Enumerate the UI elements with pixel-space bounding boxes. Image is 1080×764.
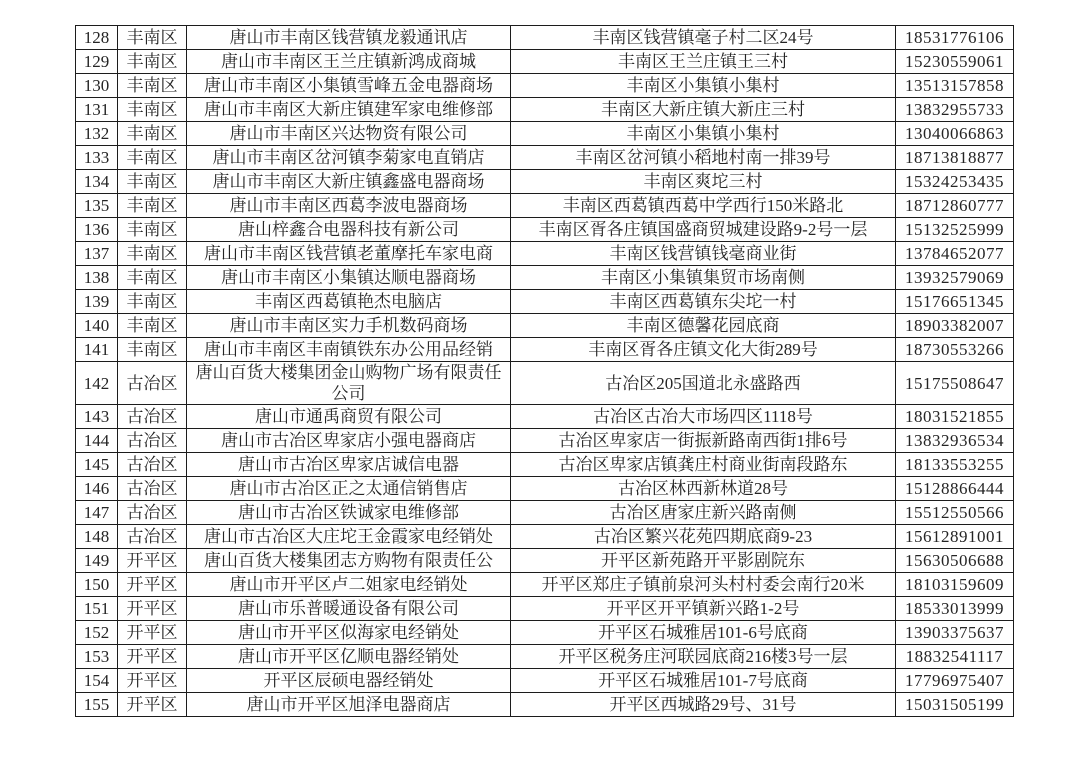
phone-cell: 18533013999	[896, 597, 1014, 621]
row-number-cell: 150	[76, 573, 118, 597]
table-row	[76, 362, 1014, 405]
table-row	[76, 597, 1014, 621]
address-cell: 开平区开平镇新兴路1-2号	[511, 597, 896, 621]
row-number-cell: 152	[76, 621, 118, 645]
table-row	[76, 525, 1014, 549]
row-number-cell: 139	[76, 290, 118, 314]
store-name-cell: 唐山市丰南区王兰庄镇新鸿成商城	[187, 50, 511, 74]
store-name-cell: 唐山市丰南区丰南镇铁东办公用品经销	[187, 338, 511, 362]
phone-cell: 18712860777	[896, 194, 1014, 218]
table-row	[76, 549, 1014, 573]
phone-cell: 15132525999	[896, 218, 1014, 242]
table-row	[76, 429, 1014, 453]
store-name-cell: 唐山市丰南区大新庄镇建军家电维修部	[187, 98, 511, 122]
phone-cell: 15031505199	[896, 693, 1014, 717]
row-number-cell: 155	[76, 693, 118, 717]
address-cell: 丰南区胥各庄镇国盛商贸城建设路9-2号一层	[511, 218, 896, 242]
district-cell: 古冶区	[118, 477, 187, 501]
phone-cell: 15512550566	[896, 501, 1014, 525]
address-cell: 丰南区小集镇小集村	[511, 74, 896, 98]
table-row	[76, 26, 1014, 50]
address-cell: 丰南区胥各庄镇文化大街289号	[511, 338, 896, 362]
table-row	[76, 98, 1014, 122]
store-name-cell: 唐山梓鑫合电器科技有新公司	[187, 218, 511, 242]
district-cell: 丰南区	[118, 98, 187, 122]
address-cell: 古冶区林西新林道28号	[511, 477, 896, 501]
address-cell: 丰南区西葛镇东尖坨一村	[511, 290, 896, 314]
table-row	[76, 50, 1014, 74]
table-row	[76, 74, 1014, 98]
district-cell: 开平区	[118, 597, 187, 621]
store-name-cell: 唐山市丰南区兴达物资有限公司	[187, 122, 511, 146]
table-row	[76, 290, 1014, 314]
row-number-cell: 133	[76, 146, 118, 170]
store-name-cell: 开平区辰硕电器经销处	[187, 669, 511, 693]
district-cell: 丰南区	[118, 146, 187, 170]
store-name-cell: 唐山市丰南区大新庄镇鑫盛电器商场	[187, 170, 511, 194]
address-cell: 古冶区卑家店一街振新路南西街1排6号	[511, 429, 896, 453]
row-number-cell: 141	[76, 338, 118, 362]
row-number-cell: 149	[76, 549, 118, 573]
address-cell: 开平区新苑路开平影剧院东	[511, 549, 896, 573]
district-cell: 丰南区	[118, 50, 187, 74]
phone-cell: 18903382007	[896, 314, 1014, 338]
address-cell: 开平区郑庄子镇前泉河头村村委会南行20米	[511, 573, 896, 597]
table-row	[76, 170, 1014, 194]
phone-cell: 18730553266	[896, 338, 1014, 362]
table-row	[76, 146, 1014, 170]
address-cell: 开平区西城路29号、31号	[511, 693, 896, 717]
row-number-cell: 142	[76, 362, 118, 405]
phone-cell: 15630506688	[896, 549, 1014, 573]
phone-cell: 15175508647	[896, 362, 1014, 405]
row-number-cell: 128	[76, 26, 118, 50]
row-number-cell: 132	[76, 122, 118, 146]
address-cell: 开平区税务庄河联园底商216楼3号一层	[511, 645, 896, 669]
district-cell: 丰南区	[118, 290, 187, 314]
table-row	[76, 453, 1014, 477]
district-cell: 古冶区	[118, 405, 187, 429]
table-row	[76, 242, 1014, 266]
store-name-cell: 唐山市丰南区小集镇雪峰五金电器商场	[187, 74, 511, 98]
district-cell: 丰南区	[118, 338, 187, 362]
row-number-cell: 147	[76, 501, 118, 525]
district-cell: 开平区	[118, 573, 187, 597]
district-cell: 古冶区	[118, 453, 187, 477]
row-number-cell: 145	[76, 453, 118, 477]
phone-cell: 13903375637	[896, 621, 1014, 645]
row-number-cell: 136	[76, 218, 118, 242]
district-cell: 丰南区	[118, 170, 187, 194]
phone-cell: 13832955733	[896, 98, 1014, 122]
address-cell: 丰南区小集镇小集村	[511, 122, 896, 146]
table-row	[76, 573, 1014, 597]
address-cell: 丰南区钱营镇毫子村二区24号	[511, 26, 896, 50]
store-name-cell: 唐山市丰南区小集镇达顺电器商场	[187, 266, 511, 290]
phone-cell: 18133553255	[896, 453, 1014, 477]
table-row	[76, 338, 1014, 362]
store-name-cell: 唐山市丰南区实力手机数码商场	[187, 314, 511, 338]
district-cell: 丰南区	[118, 242, 187, 266]
row-number-cell: 138	[76, 266, 118, 290]
district-cell: 开平区	[118, 621, 187, 645]
district-cell: 丰南区	[118, 314, 187, 338]
store-name-cell: 唐山市古冶区铁诚家电维修部	[187, 501, 511, 525]
table-row	[76, 501, 1014, 525]
store-list-table	[75, 25, 1014, 717]
store-name-cell: 唐山市开平区似海家电经销处	[187, 621, 511, 645]
district-cell: 古冶区	[118, 429, 187, 453]
table-row	[76, 194, 1014, 218]
address-cell: 丰南区德馨花园底商	[511, 314, 896, 338]
phone-cell: 15230559061	[896, 50, 1014, 74]
phone-cell: 15176651345	[896, 290, 1014, 314]
phone-cell: 18031521855	[896, 405, 1014, 429]
store-name-cell: 唐山市乐普暖通设备有限公司	[187, 597, 511, 621]
row-number-cell: 148	[76, 525, 118, 549]
row-number-cell: 131	[76, 98, 118, 122]
table-row	[76, 218, 1014, 242]
phone-cell: 13040066863	[896, 122, 1014, 146]
address-cell: 古冶区唐家庄新兴路南侧	[511, 501, 896, 525]
district-cell: 开平区	[118, 669, 187, 693]
address-cell: 古冶区205国道北永盛路西	[511, 362, 896, 405]
row-number-cell: 151	[76, 597, 118, 621]
row-number-cell: 130	[76, 74, 118, 98]
district-cell: 开平区	[118, 645, 187, 669]
district-cell: 古冶区	[118, 362, 187, 405]
district-cell: 丰南区	[118, 74, 187, 98]
address-cell: 丰南区爽坨三村	[511, 170, 896, 194]
store-name-cell: 唐山市古冶区大庄坨王金霞家电经销处	[187, 525, 511, 549]
row-number-cell: 129	[76, 50, 118, 74]
row-number-cell: 144	[76, 429, 118, 453]
store-name-cell: 唐山市通禹商贸有限公司	[187, 405, 511, 429]
table-row	[76, 621, 1014, 645]
address-cell: 丰南区小集镇集贸市场南侧	[511, 266, 896, 290]
district-cell: 丰南区	[118, 266, 187, 290]
phone-cell: 13513157858	[896, 74, 1014, 98]
district-cell: 古冶区	[118, 525, 187, 549]
address-cell: 开平区石城雅居101-6号底商	[511, 621, 896, 645]
store-name-cell: 唐山市古冶区正之太通信销售店	[187, 477, 511, 501]
address-cell: 丰南区岔河镇小稻地村南一排39号	[511, 146, 896, 170]
address-cell: 开平区石城雅居101-7号底商	[511, 669, 896, 693]
table-row	[76, 645, 1014, 669]
table-row	[76, 669, 1014, 693]
table-row	[76, 477, 1014, 501]
phone-cell: 13832936534	[896, 429, 1014, 453]
phone-cell: 13784652077	[896, 242, 1014, 266]
row-number-cell: 135	[76, 194, 118, 218]
table-row	[76, 405, 1014, 429]
phone-cell: 18713818877	[896, 146, 1014, 170]
district-cell: 丰南区	[118, 194, 187, 218]
store-name-cell: 唐山市开平区旭泽电器商店	[187, 693, 511, 717]
store-name-cell: 唐山市丰南区钱营镇老董摩托车家电商	[187, 242, 511, 266]
district-cell: 开平区	[118, 693, 187, 717]
district-cell: 古冶区	[118, 501, 187, 525]
row-number-cell: 137	[76, 242, 118, 266]
store-name-cell: 唐山市古冶区卑家店小强电器商店	[187, 429, 511, 453]
table-row	[76, 314, 1014, 338]
store-name-cell: 唐山市古冶区卑家店诚信电器	[187, 453, 511, 477]
phone-cell: 17796975407	[896, 669, 1014, 693]
phone-cell: 15324253435	[896, 170, 1014, 194]
address-cell: 丰南区大新庄镇大新庄三村	[511, 98, 896, 122]
address-cell: 古冶区繁兴花苑四期底商9-23	[511, 525, 896, 549]
store-table-body	[76, 26, 1014, 717]
row-number-cell: 153	[76, 645, 118, 669]
store-name-cell: 唐山市开平区卢二姐家电经销处	[187, 573, 511, 597]
store-name-cell: 唐山市丰南区钱营镇龙毅通讯店	[187, 26, 511, 50]
table-row	[76, 122, 1014, 146]
table-row	[76, 693, 1014, 717]
district-cell: 丰南区	[118, 26, 187, 50]
phone-cell: 18531776106	[896, 26, 1014, 50]
table-row	[76, 266, 1014, 290]
address-cell: 古冶区古冶大市场四区1118号	[511, 405, 896, 429]
store-name-cell: 唐山市开平区亿顺电器经销处	[187, 645, 511, 669]
address-cell: 古冶区卑家店镇龚庄村商业街南段路东	[511, 453, 896, 477]
store-name-cell: 唐山百货大楼集团志方购物有限责任公	[187, 549, 511, 573]
store-name-cell: 丰南区西葛镇艳杰电脑店	[187, 290, 511, 314]
store-name-cell: 唐山百货大楼集团金山购物广场有限责任公司	[187, 362, 511, 405]
phone-cell: 18103159609	[896, 573, 1014, 597]
phone-cell: 15128866444	[896, 477, 1014, 501]
phone-cell: 15612891001	[896, 525, 1014, 549]
phone-cell: 18832541117	[896, 645, 1014, 669]
district-cell: 丰南区	[118, 218, 187, 242]
address-cell: 丰南区钱营镇钱毫商业街	[511, 242, 896, 266]
address-cell: 丰南区王兰庄镇王三村	[511, 50, 896, 74]
row-number-cell: 140	[76, 314, 118, 338]
store-name-cell: 唐山市丰南区西葛李波电器商场	[187, 194, 511, 218]
district-cell: 丰南区	[118, 122, 187, 146]
district-cell: 开平区	[118, 549, 187, 573]
store-name-cell: 唐山市丰南区岔河镇李菊家电直销店	[187, 146, 511, 170]
row-number-cell: 154	[76, 669, 118, 693]
address-cell: 丰南区西葛镇西葛中学西行150米路北	[511, 194, 896, 218]
row-number-cell: 143	[76, 405, 118, 429]
row-number-cell: 146	[76, 477, 118, 501]
row-number-cell: 134	[76, 170, 118, 194]
phone-cell: 13932579069	[896, 266, 1014, 290]
